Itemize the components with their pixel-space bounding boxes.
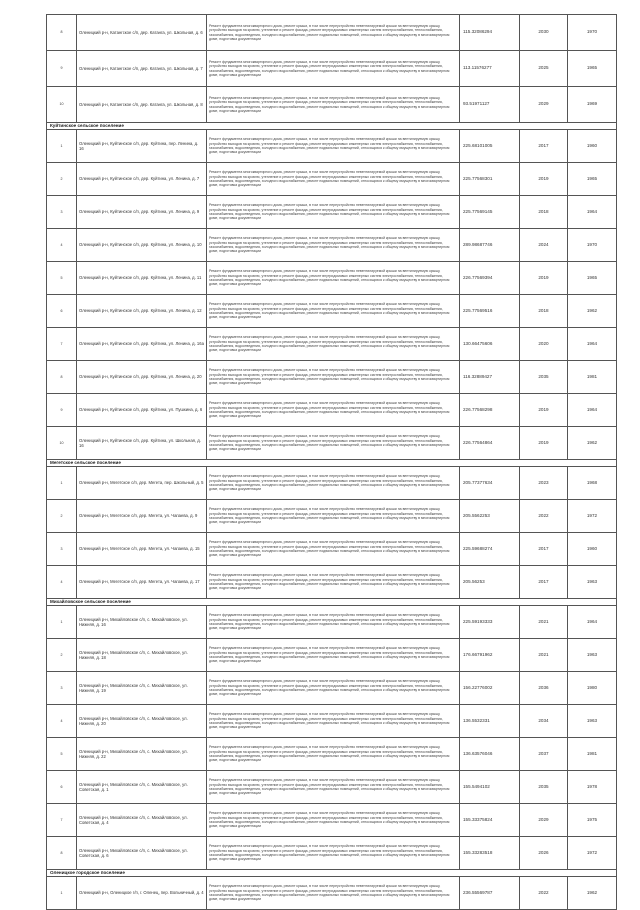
work-description-cell: Ремонт фундамента многоквартирного дома, ремонт крыши, в том числе переустройство невентилируемой крыши на вентилируемую крышу, устройство выходов на кровлю, утепление и ремонт фасада, ремонт внутридомовых инженерных систем электроснабжения, теплоснабжения, газоснабжения, водоотведения, холодного водоснабжения, ремонт подвальных помещений, относящихся к общему имуществу в многоквартирном доме, подготовка документации [207,361,460,394]
planned-year-cell: 2019 [520,427,568,460]
table-row [47,130,617,163]
planned-year-cell: 2037 [520,738,568,771]
row-number: 10 [47,87,77,123]
built-year-cell: 1963 [568,705,617,738]
work-description-cell: Ремонт фундамента многоквартирного дома, ремонт крыши, в том числе переустройство невентилируемой крыши на вентилируемую крышу, устройство выходов на кровлю, утепление и ремонт фасада, ремонт внутридомовых инженерных систем электроснабжения, теплоснабжения, газоснабжения, водоотведения, холодного водоснабжения, ремонт подвальных помещений, относящихся к общему имуществу в многоквартирном доме, подготовка документации [207,771,460,804]
built-year-cell: 1972 [568,837,617,870]
row-number: 8 [47,837,77,870]
address-cell: Оленицкий р-н, Куйтинское с/п, дер. Куйтина, ул. Ленина, д. 16а [77,328,207,361]
work-description-cell: Ремонт фундамента многоквартирного дома, ремонт крыши, в том числе переустройство невентилируемой крыши на вентилируемую крышу, устройство выходов на кровлю, утепление и ремонт фасада, ремонт внутридомовых инженерных систем электроснабжения, теплоснабжения, газоснабжения, водоотведения, холодного водоснабжения, ремонт подвальных помещений, относящихся к общему имуществу в многоквартирном доме, подготовка документации [207,837,460,870]
work-description-cell: Ремонт фундамента многоквартирного дома, ремонт крыши, в том числе переустройство невентилируемой крыши на вентилируемую крышу, устройство выходов на кровлю, утепление и ремонт фасада, ремонт внутридомовых инженерных систем электроснабжения, теплоснабжения, газоснабжения, водоотведения, холодного водоснабжения, ремонт подвальных помещений, относящихся к общему имуществу в многоквартирном доме, подготовка документации [207,394,460,427]
built-year-cell: 1965 [568,163,617,196]
address-cell: Оленицкий р-н, Катангское с/п, дер. Катанга, ул. Школьная, д. 6 [77,15,207,51]
built-year-cell: 1981 [568,738,617,771]
work-description-cell: Ремонт фундамента многоквартирного дома, ремонт крыши, в том числе переустройство невентилируемой крыши на вентилируемую крышу, устройство выходов на кровлю, утепление и ремонт фасада, ремонт внутридомовых инженерных систем электроснабжения, теплоснабжения, газоснабжения, водоотведения, холодного водоснабжения, ремонт подвальных помещений, относящихся к общему имуществу в многоквартирном доме, подготовка документации [207,15,460,51]
work-description-cell: Ремонт фундамента многоквартирного дома, ремонт крыши, в том числе переустройство невентилируемой крыши на вентилируемую крышу, устройство выходов на кровлю, утепление и ремонт фасада, ремонт внутридомовых инженерных систем электроснабжения, теплоснабжения, газоснабжения, водоотведения, холодного водоснабжения, ремонт подвальных помещений, относящихся к общему имуществу в многоквартирном доме, подготовка документации [207,533,460,566]
work-description-cell: Ремонт фундамента многоквартирного дома, ремонт крыши, в том числе переустройство невентилируемой крыши на вентилируемую крышу, устройство выходов на кровлю, утепление и ремонт фасада, ремонт внутридомовых инженерных систем электроснабжения, теплоснабжения, газоснабжения, водоотведения, холодного водоснабжения, ремонт подвальных помещений, относящихся к общему имуществу в многоквартирном доме, подготовка документации [207,738,460,771]
built-year-cell: 1972 [568,500,617,533]
address-cell: Оленицкий р-н, Михайловское с/п, с. Михайловское, ул. Нижняя, д. 16 [77,606,207,639]
built-year-cell: 1975 [568,804,617,837]
cost-value-cell: 93.51971127 [460,87,520,123]
address-cell: Оленицкий р-н, Михайловское с/п, с. Михайловское, ул. Нижняя, д. 22 [77,738,207,771]
planned-year-cell: 2035 [520,771,568,804]
address-cell: Оленицкий р-н, Катангское с/п, дер. Катанга, ул. Школьная, д. 8 [77,87,207,123]
row-number: 2 [47,500,77,533]
cost-value-cell: 225.59688274 [460,533,520,566]
planned-year-cell: 2024 [520,229,568,262]
row-number: 6 [47,771,77,804]
built-year-cell: 1964 [568,606,617,639]
table-row [47,606,617,639]
address-cell: Оленицкий р-н, Михайловское с/п, с. Михайловское, ул. Нижняя, д. 20 [77,705,207,738]
table-row [47,705,617,738]
row-number: 1 [47,467,77,500]
section-header [47,599,617,606]
table-row [47,15,617,51]
planned-year-cell: 2017 [520,533,568,566]
planned-year-cell: 2021 [520,606,568,639]
planned-year-cell: 2022 [520,500,568,533]
section-title: Мегетское сельское поселение [47,460,617,467]
table-row [47,566,617,599]
address-cell: Оленицкий р-н, Куйтинское с/п, дер. Куйтина, ул. Ленина, д. 9 [77,196,207,229]
planned-year-cell: 2022 [520,877,568,910]
row-number: 5 [47,738,77,771]
work-description-cell: Ремонт фундамента многоквартирного дома, ремонт крыши, в том числе переустройство невентилируемой крыши на вентилируемую крышу, устройство выходов на кровлю, утепление и ремонт фасада, ремонт внутридомовых инженерных систем электроснабжения, теплоснабжения, газоснабжения, водоотведения, холодного водоснабжения, ремонт подвальных помещений, относящихся к общему имуществу в многоквартирном доме, подготовка документации [207,328,460,361]
table-row [47,262,617,295]
table-row [47,328,617,361]
work-description-cell: Ремонт фундамента многоквартирного дома, ремонт крыши, в том числе переустройство невентилируемой крыши на вентилируемую крышу, устройство выходов на кровлю, утепление и ремонт фасада, ремонт внутридомовых инженерных систем электроснабжения, теплоснабжения, газоснабжения, водоотведения, холодного водоснабжения, ремонт подвальных помещений, относящихся к общему имуществу в многоквартирном доме, подготовка документации [207,87,460,123]
built-year-cell: 1965 [568,51,617,87]
planned-year-cell: 2019 [520,394,568,427]
address-cell: Оленицкий р-н, Михайловское с/п, с. Михайловское, ул. Советская, д. 4 [77,804,207,837]
table-row [47,738,617,771]
table-row [47,467,617,500]
cost-value-cell: 226.77568298 [460,394,520,427]
work-description-cell: Ремонт фундамента многоквартирного дома, ремонт крыши, в том числе переустройство невентилируемой крыши на вентилируемую крышу, устройство выходов на кровлю, утепление и ремонт фасада, ремонт внутридомовых инженерных систем электроснабжения, теплоснабжения, газоснабжения, водоотведения, холодного водоснабжения, ремонт подвальных помещений, относящихся к общему имуществу в многоквартирном доме, подготовка документации [207,500,460,533]
built-year-cell: 1964 [568,328,617,361]
address-cell: Оленицкий р-н, Мегетское с/п, дер. Мегета, ул. Чапаева, д. 15 [77,533,207,566]
row-number: 6 [47,295,77,328]
address-cell: Оленицкий р-н, Куйтинское с/п, дер. Куйтина, ул. Ленина, д. 7 [77,163,207,196]
address-cell: Оленицкий р-н, Куйтинское с/п, дер. Куйтина, ул. Пушкина, д. 6 [77,394,207,427]
table-row [47,51,617,87]
table-row [47,394,617,427]
address-cell: Оленицкий р-н, Мегетское с/п, дер. Мегета, пер. Школьный, д. 5 [77,467,207,500]
cost-value-cell: 205.77377634 [460,467,520,500]
planned-year-cell: 2018 [520,196,568,229]
work-description-cell: Ремонт фундамента многоквартирного дома, ремонт крыши, в том числе переустройство невентилируемой крыши на вентилируемую крышу, устройство выходов на кровлю, утепление и ремонт фасада, ремонт внутридомовых инженерных систем электроснабжения, теплоснабжения, газоснабжения, водоотведения, холодного водоснабжения, ремонт подвальных помещений, относящихся к общему имуществу в многоквартирном доме, подготовка документации [207,130,460,163]
built-year-cell: 1964 [568,394,617,427]
row-number: 3 [47,196,77,229]
built-year-cell: 1981 [568,361,617,394]
built-year-cell: 1969 [568,87,617,123]
built-year-cell: 1964 [568,196,617,229]
row-number: 5 [47,262,77,295]
address-cell: Оленицкий р-н, Катангское с/п, дер. Катанга, ул. Школьная, д. 7 [77,51,207,87]
built-year-cell: 1970 [568,15,617,51]
cost-value-cell: 289.98687746 [460,229,520,262]
cost-value-cell: 236.55569787 [460,877,520,910]
cost-value-cell: 155.33283518 [460,837,520,870]
cost-value-cell: 115.32086294 [460,15,520,51]
planned-year-cell: 2021 [520,639,568,672]
work-description-cell: Ремонт фундамента многоквартирного дома, ремонт крыши, в том числе переустройство невентилируемой крыши на вентилируемую крышу, устройство выходов на кровлю, утепление и ремонт фасада, ремонт внутридомовых инженерных систем электроснабжения, теплоснабжения, газоснабжения, водоотведения, холодного водоснабжения, ремонт подвальных помещений, относящихся к общему имуществу в многоквартирном доме, подготовка документации [207,51,460,87]
repair-program-table [46,14,617,910]
built-year-cell: 1960 [568,130,617,163]
row-number: 2 [47,639,77,672]
address-cell: Оленицкий р-н, Михайловское с/п, с. Михайловское, ул. Советская, д. 1 [77,771,207,804]
row-number: 7 [47,328,77,361]
address-cell: Оленицкий р-н, Куйтинское с/п, дер. Куйтина, пер. Ленина, д. 16 [77,130,207,163]
cost-value-cell: 155.33375824 [460,804,520,837]
address-cell: Оленицкий р-н, Мегетское с/п, дер. Мегета, ул. Чапаева, д. 17 [77,566,207,599]
cost-value-cell: 205.5562253 [460,500,520,533]
address-cell: Оленицкий р-н, Оленицкое г/п, г. Оленец, пер. Вольничный, д. 4 [77,877,207,910]
work-description-cell: Ремонт фундамента многоквартирного дома, ремонт крыши, в том числе переустройство невентилируемой крыши на вентилируемую крышу, устройство выходов на кровлю, утепление и ремонт фасада, ремонт внутридомовых инженерных систем электроснабжения, теплоснабжения, газоснабжения, водоотведения, холодного водоснабжения, ремонт подвальных помещений, относящихся к общему имуществу в многоквартирном доме, подготовка документации [207,639,460,672]
work-description-cell: Ремонт фундамента многоквартирного дома, ремонт крыши, в том числе переустройство невентилируемой крыши на вентилируемую крышу, устройство выходов на кровлю, утепление и ремонт фасада, ремонт внутридомовых инженерных систем электроснабжения, теплоснабжения, газоснабжения, водоотведения, холодного водоснабжения, ремонт подвальных помещений, относящихся к общему имуществу в многоквартирном доме, подготовка документации [207,229,460,262]
cost-value-cell: 155.5494102 [460,771,520,804]
row-number: 8 [47,361,77,394]
table-row [47,87,617,123]
work-description-cell: Ремонт фундамента многоквартирного дома, ремонт крыши, в том числе переустройство невентилируемой крыши на вентилируемую крышу, устройство выходов на кровлю, утепление и ремонт фасада, ремонт внутридомовых инженерных систем электроснабжения, теплоснабжения, газоснабжения, водоотведения, холодного водоснабжения, ремонт подвальных помещений, относящихся к общему имуществу в многоквартирном доме, подготовка документации [207,877,460,910]
work-description-cell: Ремонт фундамента многоквартирного дома, ремонт крыши, в том числе переустройство невентилируемой крыши на вентилируемую крышу, устройство выходов на кровлю, утепление и ремонт фасада, ремонт внутридомовых инженерных систем электроснабжения, теплоснабжения, газоснабжения, водоотведения, холодного водоснабжения, ремонт подвальных помещений, относящихся к общему имуществу в многоквартирном доме, подготовка документации [207,163,460,196]
table-row [47,361,617,394]
planned-year-cell: 2020 [520,328,568,361]
planned-year-cell: 2036 [520,672,568,705]
row-number: 3 [47,533,77,566]
table-row [47,163,617,196]
row-number: 4 [47,566,77,599]
work-description-cell: Ремонт фундамента многоквартирного дома, ремонт крыши, в том числе переустройство невентилируемой крыши на вентилируемую крышу, устройство выходов на кровлю, утепление и ремонт фасада, ремонт внутридомовых инженерных систем электроснабжения, теплоснабжения, газоснабжения, водоотведения, холодного водоснабжения, ремонт подвальных помещений, относящихся к общему имуществу в многоквартирном доме, подготовка документации [207,262,460,295]
row-number: 4 [47,229,77,262]
planned-year-cell: 2019 [520,163,568,196]
address-cell: Оленицкий р-н, Мегетское с/п, дер. Мегета, ул. Чапаева, д. 9 [77,500,207,533]
work-description-cell: Ремонт фундамента многоквартирного дома, ремонт крыши, в том числе переустройство невентилируемой крыши на вентилируемую крышу, устройство выходов на кровлю, утепление и ремонт фасада, ремонт внутридомовых инженерных систем электроснабжения, теплоснабжения, газоснабжения, водоотведения, холодного водоснабжения, ремонт подвальных помещений, относящихся к общему имуществу в многоквартирном доме, подготовка документации [207,427,460,460]
address-cell: Оленицкий р-н, Куйтинское с/п, дер. Куйтина, ул. Школьная, д. 16 [77,427,207,460]
row-number: 9 [47,51,77,87]
planned-year-cell: 2023 [520,467,568,500]
cost-value-cell: 130.66475606 [460,328,520,361]
built-year-cell: 1962 [568,877,617,910]
table-row [47,837,617,870]
planned-year-cell: 2017 [520,130,568,163]
built-year-cell: 1965 [568,262,617,295]
section-title: Оленицкое городское поселение [47,870,617,877]
planned-year-cell: 2034 [520,705,568,738]
table-row [47,229,617,262]
built-year-cell: 1963 [568,566,617,599]
planned-year-cell: 2030 [520,15,568,51]
work-description-cell: Ремонт фундамента многоквартирного дома, ремонт крыши, в том числе переустройство невентилируемой крыши на вентилируемую крышу, устройство выходов на кровлю, утепление и ремонт фасада, ремонт внутридомовых инженерных систем электроснабжения, теплоснабжения, газоснабжения, водоотведения, холодного водоснабжения, ремонт подвальных помещений, относящихся к общему имуществу в многоквартирном доме, подготовка документации [207,705,460,738]
built-year-cell: 1980 [568,672,617,705]
planned-year-cell: 2026 [520,837,568,870]
table-row [47,672,617,705]
cost-value-cell: 225.59193333 [460,606,520,639]
section-header [47,460,617,467]
built-year-cell: 1962 [568,295,617,328]
row-number: 8 [47,15,77,51]
table-row [47,196,617,229]
planned-year-cell: 2029 [520,87,568,123]
address-cell: Оленицкий р-н, Куйтинское с/п, дер. Куйтина, ул. Ленина, д. 10 [77,229,207,262]
address-cell: Оленицкий р-н, Куйтинское с/п, дер. Куйтина, ул. Ленина, д. 20 [77,361,207,394]
planned-year-cell: 2029 [520,804,568,837]
work-description-cell: Ремонт фундамента многоквартирного дома, ремонт крыши, в том числе переустройство невентилируемой крыши на вентилируемую крышу, устройство выходов на кровлю, утепление и ремонт фасада, ремонт внутридомовых инженерных систем электроснабжения, теплоснабжения, газоснабжения, водоотведения, холодного водоснабжения, ремонт подвальных помещений, относящихся к общему имуществу в многоквартирном доме, подготовка документации [207,672,460,705]
work-description-cell: Ремонт фундамента многоквартирного дома, ремонт крыши, в том числе переустройство невентилируемой крыши на вентилируемую крышу, устройство выходов на кровлю, утепление и ремонт фасада, ремонт внутридомовых инженерных систем электроснабжения, теплоснабжения, газоснабжения, водоотведения, холодного водоснабжения, ремонт подвальных помещений, относящихся к общему имуществу в многоквартирном доме, подготовка документации [207,196,460,229]
built-year-cell: 1962 [568,427,617,460]
table-row [47,639,617,672]
row-number: 1 [47,877,77,910]
table-row [47,771,617,804]
address-cell: Оленицкий р-н, Куйтинское с/п, дер. Куйтина, ул. Ленина, д. 11 [77,262,207,295]
cost-value-cell: 225.68101005 [460,130,520,163]
built-year-cell: 1963 [568,639,617,672]
address-cell: Оленицкий р-н, Михайловское с/п, с. Михайловское, ул. Советская, д. 6 [77,837,207,870]
planned-year-cell: 2017 [520,566,568,599]
planned-year-cell: 2018 [520,295,568,328]
row-number: 1 [47,130,77,163]
table-row [47,804,617,837]
row-number: 7 [47,804,77,837]
cost-value-cell: 225.77569516 [460,295,520,328]
section-title: Михайловское сельское поселение [47,599,617,606]
row-number: 2 [47,163,77,196]
cost-value-cell: 176.66791962 [460,639,520,672]
cost-value-cell: 226.77564864 [460,427,520,460]
cost-value-cell: 113.11576277 [460,51,520,87]
cost-value-cell: 205.56253 [460,566,520,599]
planned-year-cell: 2035 [520,361,568,394]
cost-value-cell: 136.5532331 [460,705,520,738]
row-number: 9 [47,394,77,427]
planned-year-cell: 2019 [520,262,568,295]
built-year-cell: 1970 [568,229,617,262]
cost-value-cell: 225.77569145 [460,196,520,229]
built-year-cell: 1978 [568,771,617,804]
work-description-cell: Ремонт фундамента многоквартирного дома, ремонт крыши, в том числе переустройство невентилируемой крыши на вентилируемую крышу, устройство выходов на кровлю, утепление и ремонт фасада, ремонт внутридомовых инженерных систем электроснабжения, теплоснабжения, газоснабжения, водоотведения, холодного водоснабжения, ремонт подвальных помещений, относящихся к общему имуществу в многоквартирном доме, подготовка документации [207,467,460,500]
address-cell: Оленицкий р-н, Михайловское с/п, с. Михайловское, ул. Нижняя, д. 18 [77,639,207,672]
cost-value-cell: 116.32889427 [460,361,520,394]
cost-value-cell: 136.63576046 [460,738,520,771]
row-number: 3 [47,672,77,705]
work-description-cell: Ремонт фундамента многоквартирного дома, ремонт крыши, в том числе переустройство невентилируемой крыши на вентилируемую крышу, устройство выходов на кровлю, утепление и ремонт фасада, ремонт внутридомовых инженерных систем электроснабжения, теплоснабжения, газоснабжения, водоотведения, холодного водоснабжения, ремонт подвальных помещений, относящихся к общему имуществу в многоквартирном доме, подготовка документации [207,295,460,328]
row-number: 4 [47,705,77,738]
work-description-cell: Ремонт фундамента многоквартирного дома, ремонт крыши, в том числе переустройство невентилируемой крыши на вентилируемую крышу, устройство выходов на кровлю, утепление и ремонт фасада, ремонт внутридомовых инженерных систем электроснабжения, теплоснабжения, газоснабжения, водоотведения, холодного водоснабжения, ремонт подвальных помещений, относящихся к общему имуществу в многоквартирном доме, подготовка документации [207,804,460,837]
section-header [47,123,617,130]
section-title: Куйтинское сельское поселение [47,123,617,130]
table-row [47,533,617,566]
cost-value-cell: 156.22776002 [460,672,520,705]
document-page [46,14,616,910]
address-cell: Оленицкий р-н, Михайловское с/п, с. Михайловское, ул. Нижняя, д. 19 [77,672,207,705]
row-number: 10 [47,427,77,460]
built-year-cell: 1960 [568,533,617,566]
cost-value-cell: 226.77569394 [460,262,520,295]
table-row [47,427,617,460]
built-year-cell: 1968 [568,467,617,500]
work-description-cell: Ремонт фундамента многоквартирного дома, ремонт крыши, в том числе переустройство невентилируемой крыши на вентилируемую крышу, устройство выходов на кровлю, утепление и ремонт фасада, ремонт внутридомовых инженерных систем электроснабжения, теплоснабжения, газоснабжения, водоотведения, холодного водоснабжения, ремонт подвальных помещений, относящихся к общему имуществу в многоквартирном доме, подготовка документации [207,566,460,599]
work-description-cell: Ремонт фундамента многоквартирного дома, ремонт крыши, в том числе переустройство невентилируемой крыши на вентилируемую крышу, устройство выходов на кровлю, утепление и ремонт фасада, ремонт внутридомовых инженерных систем электроснабжения, теплоснабжения, газоснабжения, водоотведения, холодного водоснабжения, ремонт подвальных помещений, относящихся к общему имуществу в многоквартирном доме, подготовка документации [207,606,460,639]
cost-value-cell: 225.77568301 [460,163,520,196]
table-row [47,500,617,533]
table-row [47,295,617,328]
row-number: 1 [47,606,77,639]
address-cell: Оленицкий р-н, Куйтинское с/п, дер. Куйтина, ул. Ленина, д. 12 [77,295,207,328]
section-header [47,870,617,877]
planned-year-cell: 2025 [520,51,568,87]
